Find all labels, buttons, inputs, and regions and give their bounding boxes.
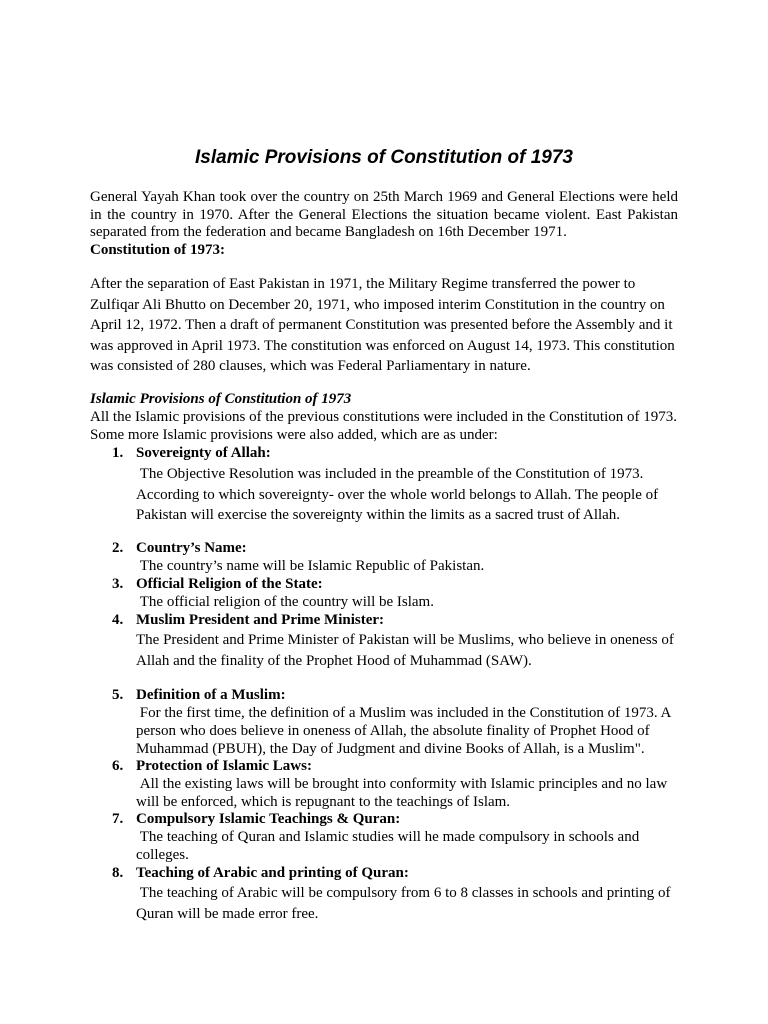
separation-paragraph: After the separation of East Pakistan in 1971, the Military Regime transferred the power to Zulfiqar Ali Bhutto on December 20, 1971, who imposed interim Constitution in the country on April 12, 1972. Then a draft of permanent Constitution was presented before the Assembly and it was approved in April 1973. The constitution was enforced on August 14, 1973. This constitution was consisted of 280 clauses, which was Federal Parliamentary in nature. [90,276,675,374]
item-number: 2. [112,540,124,556]
item-body: For the first time, the definition of a Muslim was included in the Constitution of 1973. A person who does believe in oneness of Allah, the absolute finality of Prophet Hood of Muhammad (PBUH), the Day of Judgment and divine Books of Allah, is a Muslim". [136,705,671,757]
item-number: 7. [112,811,124,827]
item-body: All the existing laws will be brought into conformity with Islamic principles and no law will be enforced, which is repugnant to the teachings of Islam. [136,776,668,810]
item-title: Official Religion of the State: [136,576,323,592]
item-title: Sovereignty of Allah: [136,445,271,461]
item-body: The teaching of Quran and Islamic studies will he made compulsory in schools and colleges. [136,829,640,863]
item-body: The teaching of Arabic will be compulsory from 6 to 8 classes in schools and printing of Quran will be made error free. [136,885,671,922]
provisions-heading: Islamic Provisions of Constitution of 1973 [90,391,352,407]
item-title: Protection of Islamic Laws: [136,758,312,774]
item-title: Compulsory Islamic Teachings & Quran: [136,811,401,827]
item-title: Definition of a Muslim: [136,687,286,703]
item-title: Muslim President and Prime Minister: [136,612,385,628]
item-number: 8. [112,865,124,881]
item-number: 3. [112,576,124,592]
item-number: 6. [112,758,124,774]
provisions-intro-paragraph: All the Islamic provisions of the previous constitutions were included in the Constitution of 1973. Some more Islamic provisions were also added, which are as under: [90,409,678,443]
item-body: The official religion of the country will be Islam. [136,594,434,610]
item-title: Teaching of Arabic and printing of Quran: [136,865,409,881]
item-number: 5. [112,687,124,703]
item-number: 1. [112,445,124,461]
item-number: 4. [112,612,124,628]
item-body: The country’s name will be Islamic Republic of Pakistan. [136,558,485,574]
item-body: The Objective Resolution was included in the preamble of the Constitution of 1973. According to which sovereignty- over the whole world belongs to Allah. The people of Pakistan will exercise the sovereignty within the limits as a sacred trust of Allah. [136,466,659,523]
constitution-heading: Constitution of 1973: [90,242,226,258]
document-title: Islamic Provisions of Constitution of 1973 [195,147,573,168]
item-body: The President and Prime Minister of Pakistan will be Muslims, who believe in oneness of Allah and the finality of the Prophet Hood of Muhammad (SAW). [136,632,674,669]
item-title: Country’s Name: [136,540,247,556]
intro-paragraph: General Yayah Khan took over the country on 25th March 1969 and General Elections were held in the country in 1970. After the General Elections the situation became violent. East Pakistan separated from the federation and became Bangladesh on 16th December 1971. [90,189,678,240]
